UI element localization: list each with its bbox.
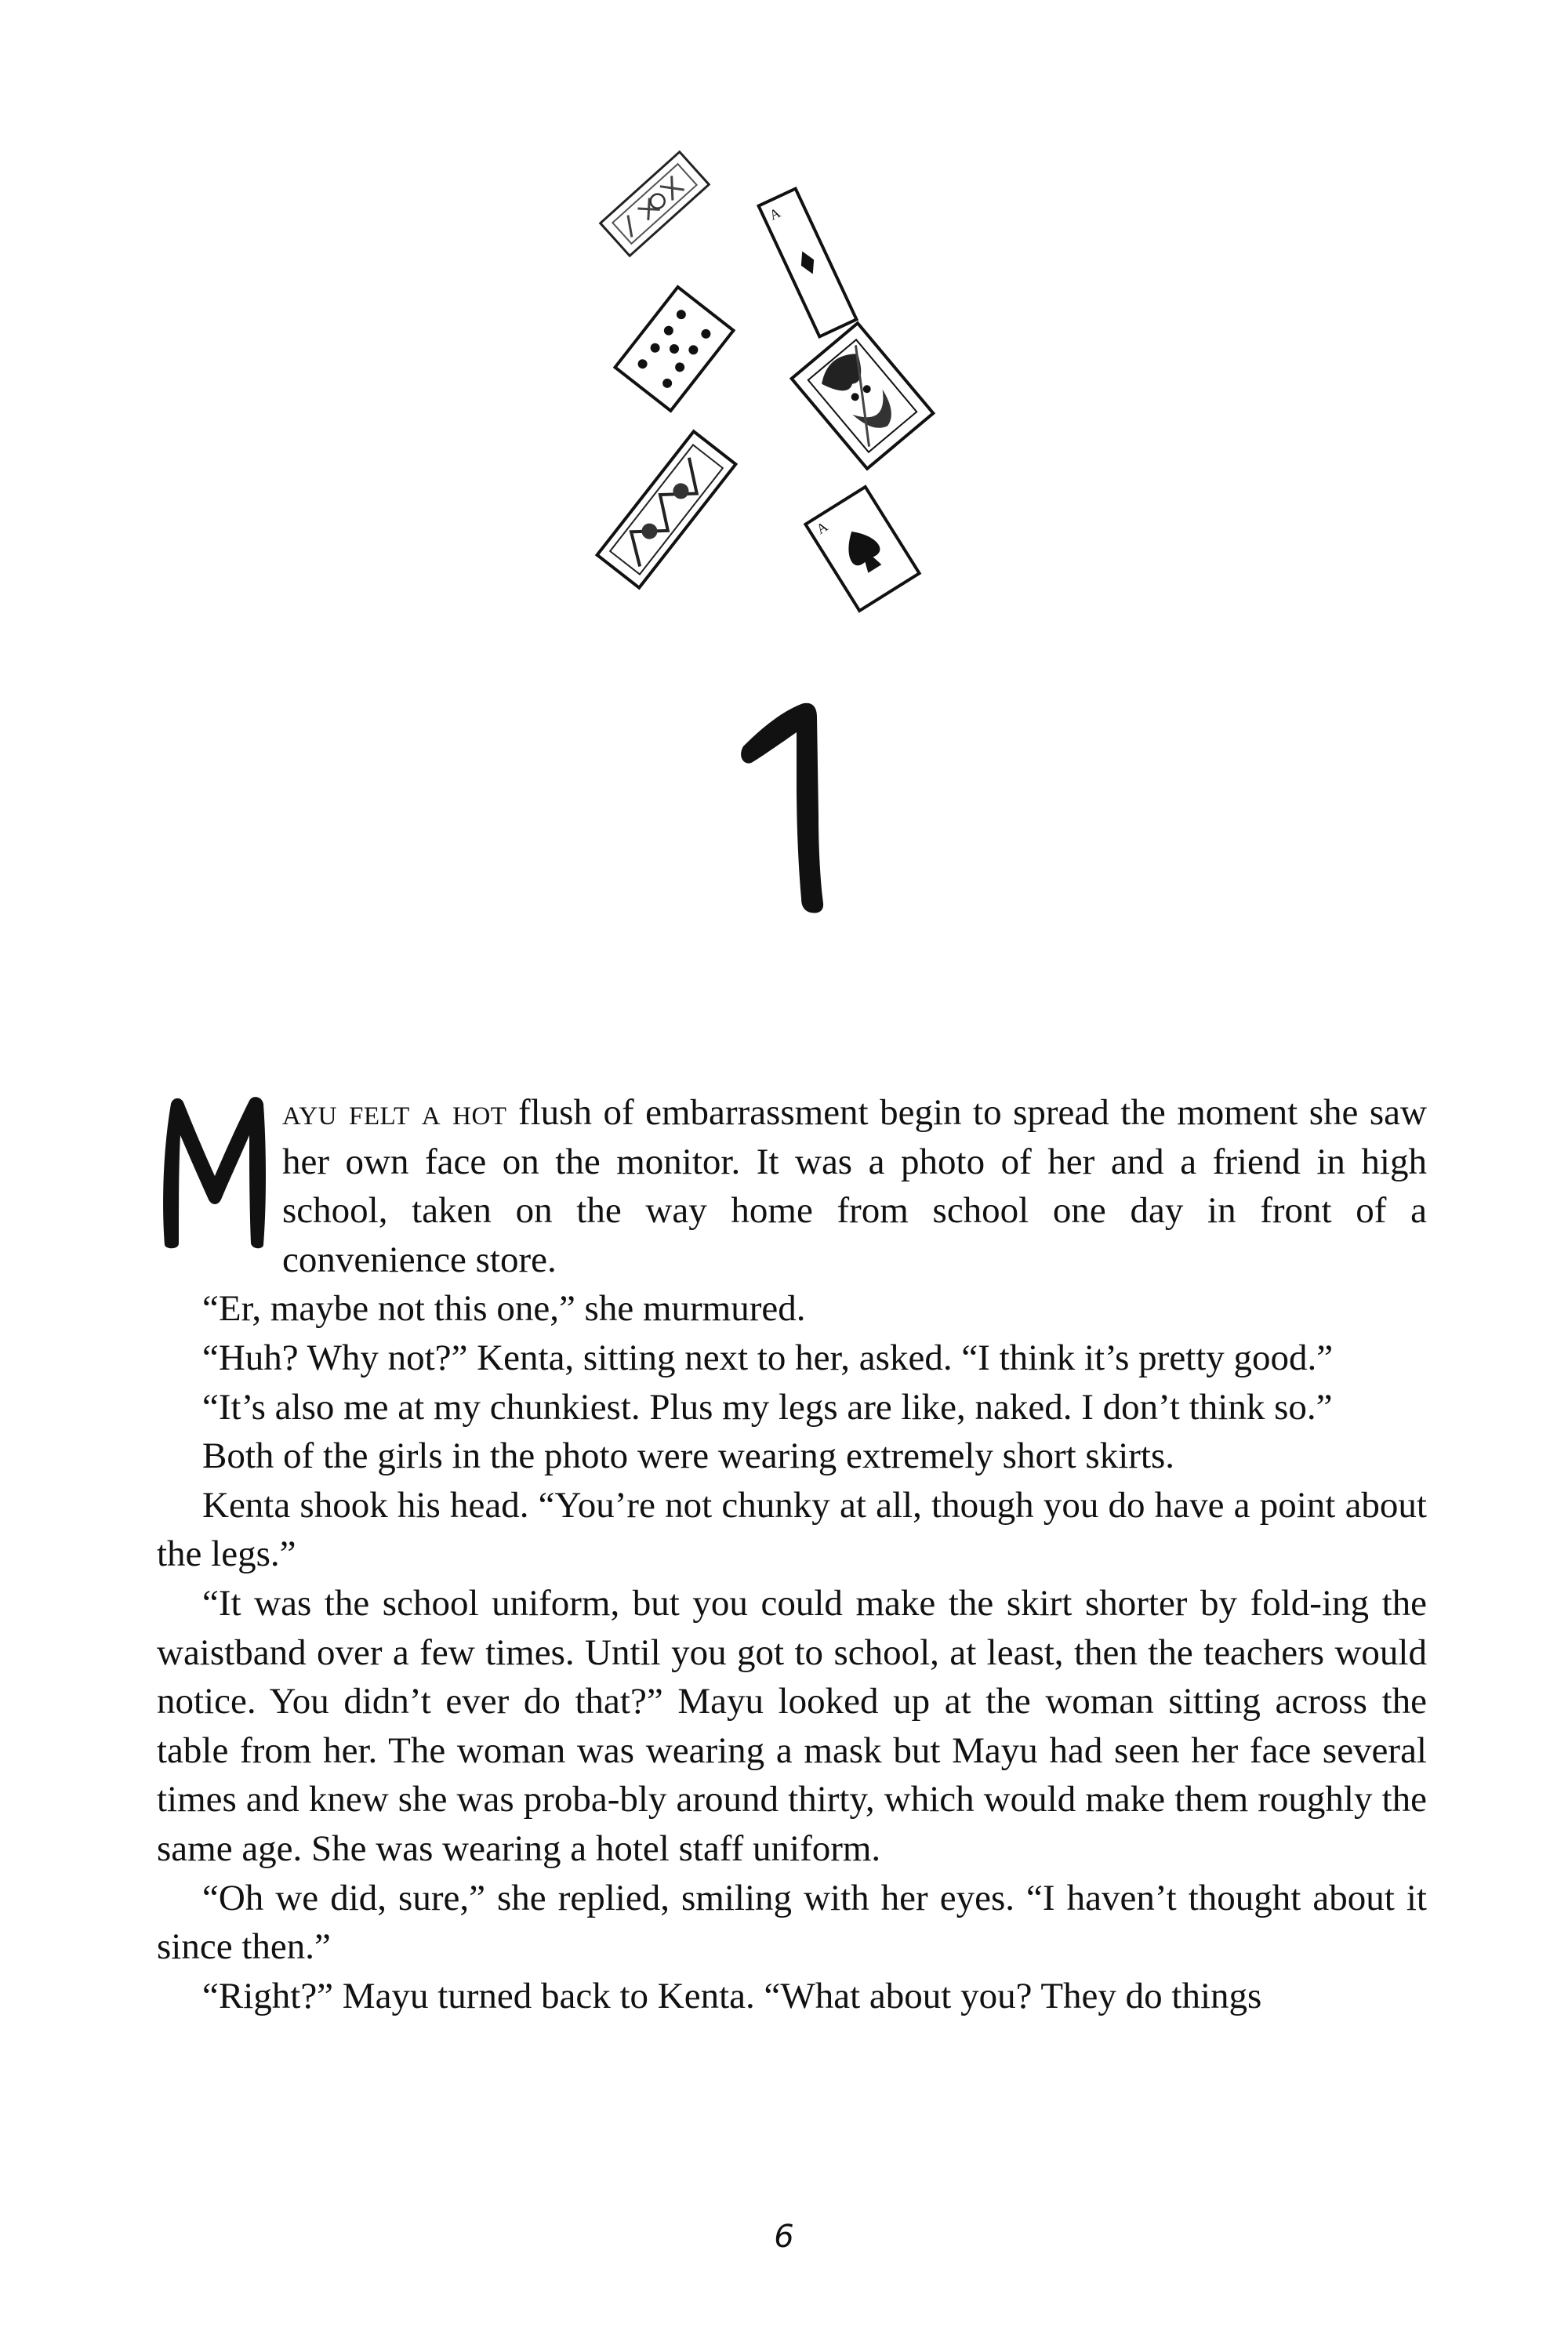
paragraph: Kenta shook his head. “You’re not chunky at all, though you do have a point about the legs.”: [157, 1484, 1427, 1575]
clubs-nine-card-icon: [615, 287, 734, 411]
chapter-number: [729, 698, 855, 917]
chapter-body: [157, 1088, 1427, 2020]
queen-card-icon: [792, 323, 934, 469]
chapter-number-glyph: [729, 698, 855, 917]
diamond-ace-card-icon: [759, 189, 857, 337]
dropcap-m: [157, 1094, 273, 1250]
paragraph: “It’s also me at my chunkiest. Plus my legs are like, naked. I don’t think so.”: [202, 1386, 1333, 1428]
paragraph: “It was the school uniform, but you could make the skirt shorter by fold-ing the waistband over a few times. Until you got to school, at least, then the teachers would notice. You didn’t ever do that?” Mayu looked up at the woman sitting across the table from her. The woman was wearing a mask but Mayu had seen her face several times and knew she was proba-bly around thirty, which would make them roughly the same age. She was wearing a hotel staff uniform.: [157, 1582, 1427, 1869]
face-card-icon: [601, 152, 710, 256]
paragraph: “Huh? Why not?” Kenta, sitting next to her, asked. “I think it’s pretty good.”: [202, 1337, 1334, 1378]
svg-text:A: A: [813, 518, 831, 538]
spade-ace-card-icon: [805, 487, 919, 611]
paragraph: “Oh we did, sure,” she replied, smiling with her eyes. “I haven’t thought about it since then.”: [157, 1877, 1427, 1968]
paragraph: Both of the girls in the photo were wearing extremely short skirts.: [202, 1436, 1175, 1477]
paragraph-text: flush of embarrassment begin to spread the moment she saw her own face on the monitor. It was a photo of her and a friend in high school, taken on the way home from school one day in front of a convenience store.: [282, 1092, 1427, 1280]
page-number: 6: [774, 2219, 794, 2255]
opening-small-caps: ayu felt a hot: [282, 1092, 507, 1133]
paragraph: “Right?” Mayu turned back to Kenta. “What about you? They do things: [202, 1975, 1262, 2016]
paragraph: [157, 1088, 1427, 1284]
falling-playing-cards-icon: [580, 137, 988, 623]
jack-card-icon: [597, 431, 736, 587]
paragraph: “Er, maybe not this one,” she murmured.: [202, 1288, 806, 1330]
svg-text:A: A: [767, 204, 783, 223]
